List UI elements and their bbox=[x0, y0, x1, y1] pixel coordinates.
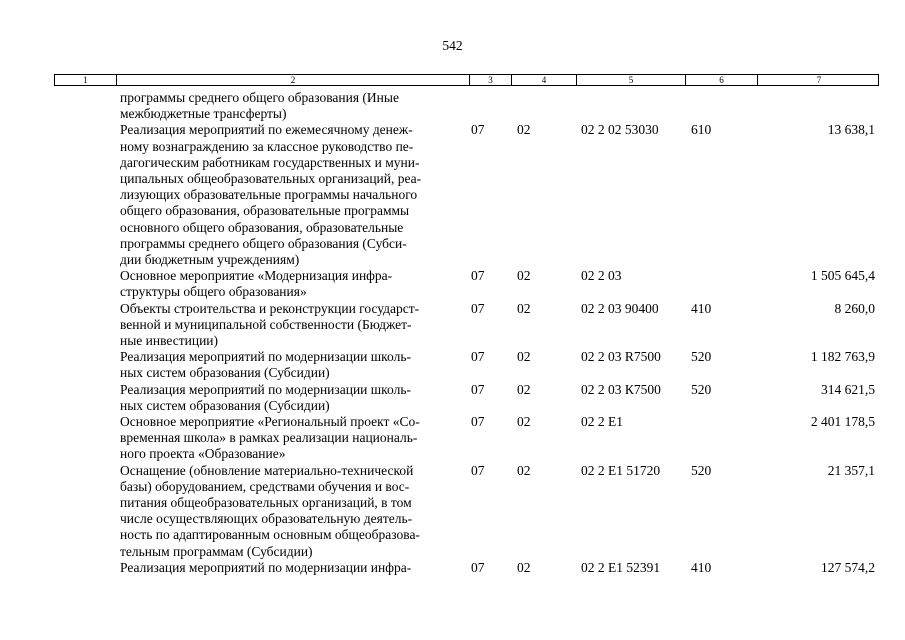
row-description bbox=[120, 463, 465, 560]
row-description bbox=[120, 268, 465, 300]
subsection-code: 02 bbox=[517, 122, 531, 138]
subsection-code: 02 bbox=[517, 414, 531, 430]
expense-type-code: 410 bbox=[691, 559, 712, 575]
amount: 13 638,1 bbox=[827, 122, 875, 138]
table-row bbox=[0, 122, 905, 268]
table-row bbox=[0, 349, 905, 381]
amount: 21 357,1 bbox=[827, 462, 875, 478]
description-line: Реализация мероприятий по модернизации школь- bbox=[120, 349, 412, 365]
table-row bbox=[0, 560, 905, 576]
section-code: 07 bbox=[471, 122, 485, 138]
description-line: межбюджетные трансферты) bbox=[120, 106, 287, 122]
column-header-7: 7 bbox=[757, 74, 880, 86]
table-row bbox=[0, 414, 905, 463]
column-header-1: 1 bbox=[83, 75, 88, 85]
column-header-6: 6 bbox=[685, 74, 757, 86]
amount: 8 260,0 bbox=[834, 300, 875, 316]
subsection-code: 02 bbox=[517, 559, 531, 575]
amount: 1 182 763,9 bbox=[810, 349, 875, 365]
expense-type-code: 520 bbox=[691, 349, 712, 365]
section-code: 07 bbox=[471, 462, 485, 478]
amount: 127 574,2 bbox=[821, 559, 875, 575]
description-line: базы) оборудованием, средствами обучения и вос- bbox=[120, 478, 410, 494]
description-line: Реализация мероприятий по модернизации инфра- bbox=[120, 559, 412, 575]
description-line: основного общего образования, образовательные bbox=[120, 219, 404, 235]
description-line: Реализация мероприятий по модернизации школь- bbox=[120, 381, 412, 397]
table-header bbox=[54, 74, 879, 86]
table-row bbox=[0, 90, 905, 122]
target-article-code: 02 2 E1 bbox=[581, 414, 623, 430]
target-article-code: 02 2 E1 51720 bbox=[581, 462, 661, 478]
subsection-code: 02 bbox=[517, 349, 531, 365]
subsection-code: 02 bbox=[517, 268, 531, 284]
table-row bbox=[0, 268, 905, 300]
section-code: 07 bbox=[471, 381, 485, 397]
description-line: дагогическим работникам государственных и муни- bbox=[120, 154, 420, 170]
target-article-code: 02 2 03 К7500 bbox=[581, 381, 661, 397]
description-line: лизующих образовательные программы начального bbox=[120, 187, 418, 203]
description-line: ному вознаграждению за классное руководство пе- bbox=[120, 138, 414, 154]
column-header-5: 5 bbox=[576, 74, 685, 86]
expense-type-code: 410 bbox=[691, 300, 712, 316]
description-line: ных систем образования (Субсидии) bbox=[120, 365, 330, 381]
section-code: 07 bbox=[471, 349, 485, 365]
row-description bbox=[120, 301, 465, 350]
description-line: числе осуществляющих образовательную деятель- bbox=[120, 511, 413, 527]
section-code: 07 bbox=[471, 559, 485, 575]
row-description bbox=[120, 382, 465, 414]
expense-type-code: 520 bbox=[691, 381, 712, 397]
target-article-code: 02 2 03 bbox=[581, 268, 622, 284]
amount: 2 401 178,5 bbox=[810, 414, 875, 430]
description-line: Объекты строительства и реконструкции государст- bbox=[120, 300, 420, 316]
subsection-code: 02 bbox=[517, 300, 531, 316]
row-description bbox=[120, 349, 465, 381]
target-article-code: 02 2 03 R7500 bbox=[581, 349, 661, 365]
description-line: ципальных общеобразовательных организаций, реа- bbox=[120, 171, 422, 187]
section-code: 07 bbox=[471, 268, 485, 284]
description-line: ные инвестиции) bbox=[120, 333, 219, 349]
target-article-code: 02 2 03 90400 bbox=[581, 300, 659, 316]
subsection-code: 02 bbox=[517, 462, 531, 478]
column-header-3: 3 bbox=[469, 74, 511, 86]
description-line: Оснащение (обновление материально-технической bbox=[120, 462, 414, 478]
description-line: общего образования, образовательные программы bbox=[120, 203, 410, 219]
description-line: ность по адаптированным основным общеобразова- bbox=[120, 527, 420, 543]
description-line: дии бюджетным учреждениям) bbox=[120, 252, 300, 268]
target-article-code: 02 2 02 53030 bbox=[581, 122, 659, 138]
description-line: ных систем образования (Субсидии) bbox=[120, 397, 330, 413]
table-row bbox=[0, 382, 905, 414]
description-line: тельным программам (Субсидии) bbox=[120, 543, 313, 559]
description-line: программы среднего общего образования (Субси- bbox=[120, 235, 407, 251]
table-body bbox=[0, 90, 905, 576]
amount: 1 505 645,4 bbox=[810, 268, 875, 284]
row-description bbox=[120, 560, 465, 576]
column-header-2: 2 bbox=[116, 74, 469, 86]
table-row bbox=[0, 301, 905, 350]
subsection-code: 02 bbox=[517, 381, 531, 397]
description-line: Основное мероприятие «Региональный проект «Со- bbox=[120, 414, 420, 430]
table-row bbox=[0, 463, 905, 560]
description-line: венной и муниципальной собственности (Бюджет- bbox=[120, 316, 412, 332]
description-line: Основное мероприятие «Модернизация инфра- bbox=[120, 268, 393, 284]
row-description bbox=[120, 414, 465, 463]
row-description bbox=[120, 122, 465, 268]
description-line: ного проекта «Образование» bbox=[120, 446, 286, 462]
expense-type-code: 520 bbox=[691, 462, 712, 478]
description-line: питания общеобразовательных организаций, в том bbox=[120, 495, 412, 511]
description-line: структуры общего образования» bbox=[120, 284, 307, 300]
expense-type-code: 610 bbox=[691, 122, 712, 138]
description-line: Реализация мероприятий по ежемесячному денеж- bbox=[120, 122, 413, 138]
description-line: временная школа» в рамках реализации националь- bbox=[120, 430, 418, 446]
section-code: 07 bbox=[471, 414, 485, 430]
target-article-code: 02 2 E1 52391 bbox=[581, 559, 661, 575]
description-line: программы среднего общего образования (Иные bbox=[120, 90, 399, 105]
row-description bbox=[120, 90, 465, 122]
page-number: 542 bbox=[442, 38, 463, 53]
amount: 314 621,5 bbox=[821, 381, 875, 397]
column-header-4: 4 bbox=[511, 74, 576, 86]
section-code: 07 bbox=[471, 300, 485, 316]
